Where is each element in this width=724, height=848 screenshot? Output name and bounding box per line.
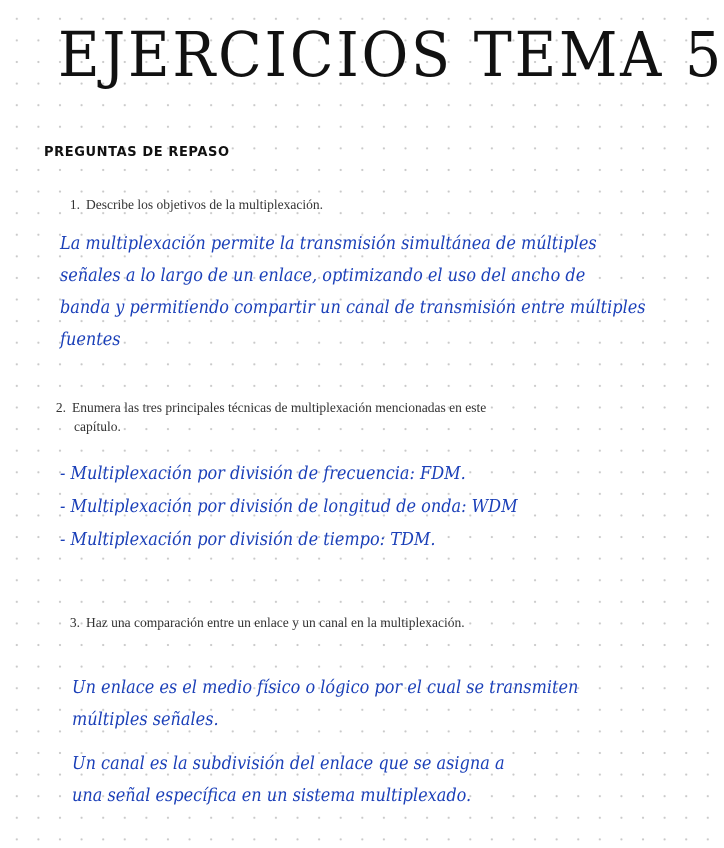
answer-line: - Multiplexación por división de frecuencia: FDM.: [60, 464, 466, 484]
answer-line: La multiplexación permite la transmisión simultánea de múltiples: [60, 234, 597, 254]
question-text: Haz una comparación entre un enlace y un canal en la multiplexación.: [86, 615, 465, 630]
answer-line: - Multiplexación por división de tiempo: TDM.: [60, 530, 436, 550]
section-heading: PREGUNTAS DE REPASO: [44, 145, 230, 160]
answer-line: Un canal es la subdivisión del enlace que se asigna a: [72, 754, 505, 774]
answer-line: - Multiplexación por división de longitud de onda: WDM: [60, 497, 518, 517]
answer-1: [60, 228, 649, 356]
answer-line: múltiples señales.: [72, 710, 219, 730]
answer-line: banda y permitiendo compartir un canal de transmisión entre múltiples: [60, 298, 646, 318]
answer-line: Un enlace es el medio físico o lógico por el cual se transmiten: [72, 678, 579, 698]
answer-spacer: [72, 736, 661, 748]
answer-line: una señal específica en un sistema multiplexado.: [72, 786, 472, 806]
question-number: 3.: [69, 615, 80, 630]
page-title: EJERCICIOS TEMA 5: [58, 18, 724, 91]
question-number: 1.: [69, 197, 80, 212]
question-text: Enumera las tres principales técnicas de multiplexación mencionadas en este: [72, 400, 487, 415]
question-1: [62, 195, 602, 214]
question-3: [62, 613, 602, 632]
question-text: Describe los objetivos de la multiplexación.: [86, 197, 323, 212]
answer-2: [60, 458, 649, 557]
answer-3: [72, 672, 661, 812]
question-number: 2.: [55, 400, 66, 415]
answer-line: fuentes: [60, 330, 121, 350]
question-text-continued: capítulo.: [74, 419, 121, 434]
question-2: [48, 398, 588, 436]
answer-line: señales a lo largo de un enlace, optimizando el uso del ancho de: [60, 266, 586, 286]
